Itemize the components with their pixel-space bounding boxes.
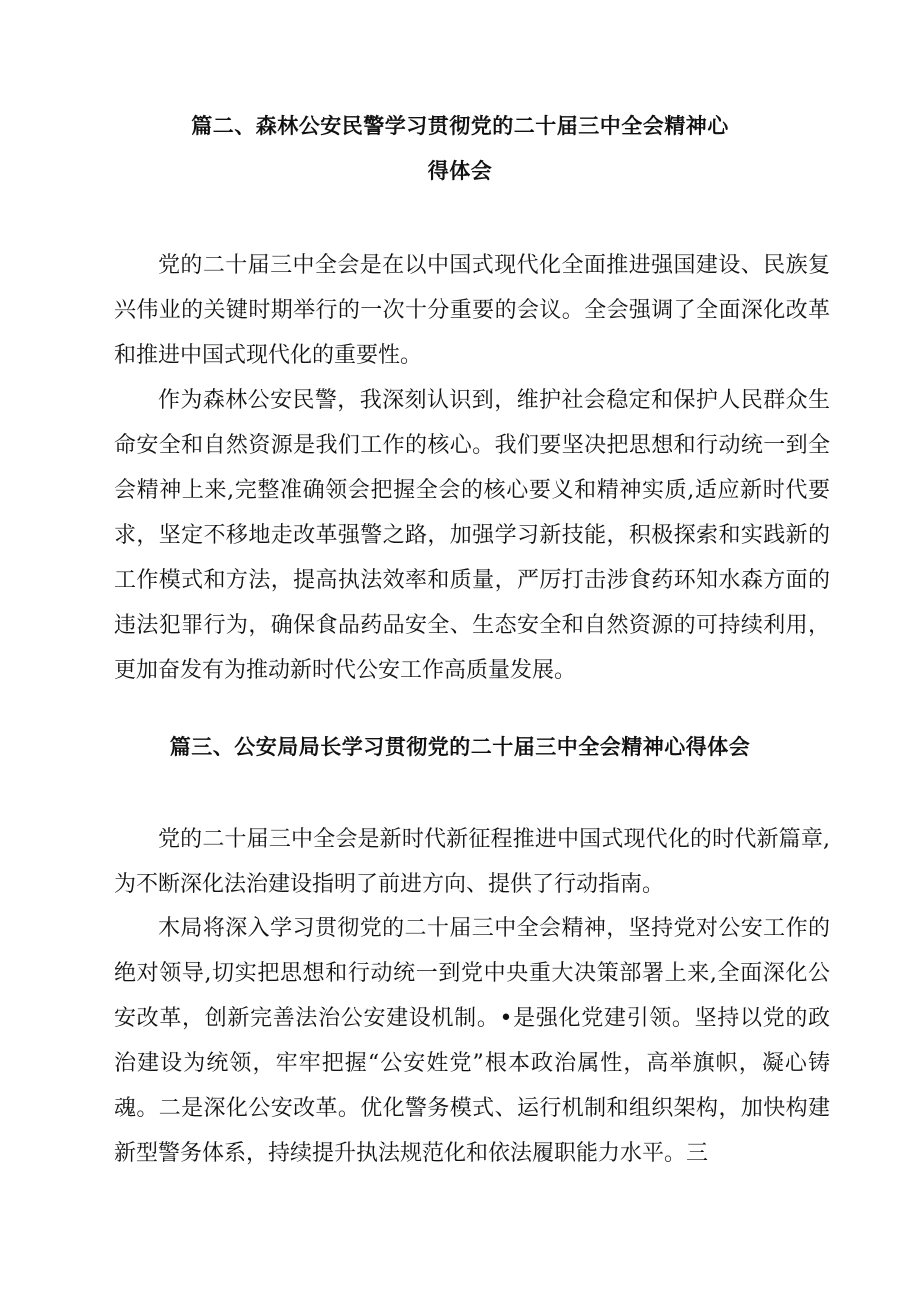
section3-paragraph-1: 党的二十届三中全会是新时代新征程推进中国式现代化的时代新篇章,为不断深化法治建设指明了前进方向、提供了行动指南。 <box>114 827 830 897</box>
section3-paragraph-2: 木局将深入学习贯彻党的二十届三中全会精神，坚持党对公安工作的绝对领导,切实把思想和行动统一到党中央重大决策部署上来,全面深化公安改革，创新完善法治公安建设机制。•是强化党建引领。坚持以党的政治建设为统领，牢牢把握“公安姓党”根本政治属性，高举旗帜，凝心铸魂。二是深化公安改革。优化警务模式、运行机制和组织架构，加快构建新型警务体系，持续提升执法规范化和依法履职能力水平。三 <box>114 916 830 1166</box>
section3-title: 篇三、公安局局长学习贯彻党的二十届三中全会精神心得体会 <box>169 735 751 759</box>
section2-paragraph-2: 作为森林公安民警，我深刻认识到，维护社会稳定和保护人民群众生命安全和自然资源是我们工作的核心。我们要坚决把思想和行动统一到全会精神上来,完整准确领会把握全会的核心要义和精神实质,适应新时代要求，坚定不移地走改革强警之路，加强学习新技能，积极探索和实践新的工作模式和方法，提高执法效率和质量，严厉打击涉食药环知水森方面的违法犯罪行为，确保食品药品安全、生态安全和自然资源的可持续利用，更加奋发有为推动新时代公安工作高质量发展。 <box>114 388 830 683</box>
section2-paragraph-1: 党的二十届三中全会是在以中国式现代化全面推进强国建设、民族复兴伟业的关键时期举行的一次十分重要的会议。全会强调了全面深化改革和推进中国式现代化的重要性。 <box>114 253 830 368</box>
section2-title-line2: 得体会 <box>427 159 493 183</box>
section2-title-line1: 篇二、森林公安民警学习贯彻党的二十届三中全会精神心 <box>191 114 729 138</box>
